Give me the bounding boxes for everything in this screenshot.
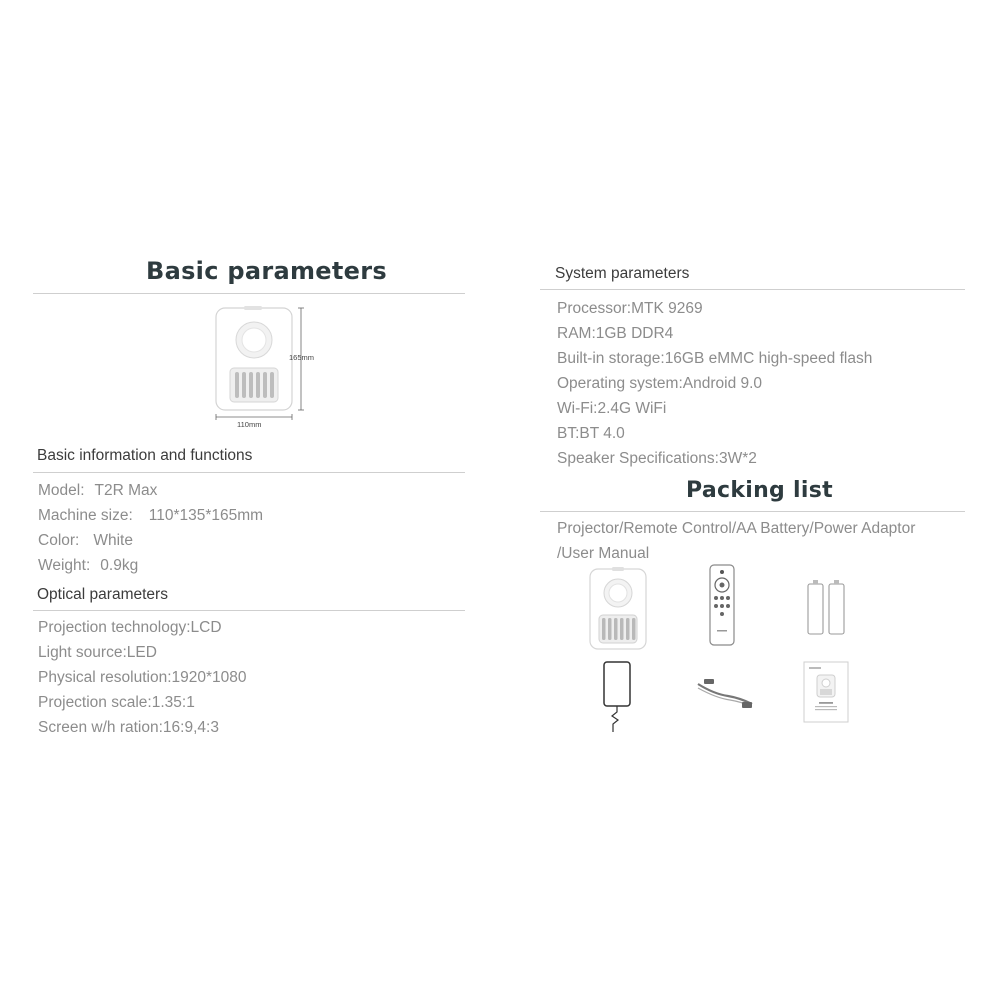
weight-label: Weight:	[38, 557, 91, 574]
optical-item: Projection technology:LCD	[38, 619, 222, 636]
aa-battery-image	[804, 578, 850, 636]
projector-dimension-drawing	[210, 306, 320, 430]
divider	[33, 472, 465, 473]
power-adaptor-image	[598, 660, 638, 734]
model-row	[38, 482, 157, 500]
width-dimension-label: 110mm	[237, 420, 262, 429]
weight-value: 0.9kg	[100, 557, 139, 574]
machine-size-row	[38, 507, 263, 525]
color-label: Color:	[38, 532, 80, 549]
user-manual-image	[803, 661, 849, 723]
optical-parameters-title: Optical parameters	[37, 586, 168, 603]
power-cable-image	[694, 674, 758, 712]
basic-info-title: Basic information and functions	[37, 447, 253, 464]
system-item: RAM:1GB DDR4	[557, 325, 674, 342]
optical-item: Physical resolution:1920*1080	[38, 669, 247, 686]
divider	[33, 293, 465, 294]
machine-size-label: Machine size:	[38, 507, 133, 524]
machine-size-value: 110*135*165mm	[148, 507, 264, 524]
weight-row	[38, 557, 138, 575]
system-item: Operating system:Android 9.0	[557, 375, 763, 392]
optical-item: Light source:LED	[38, 644, 157, 661]
packing-list-title: Packing list	[686, 478, 833, 503]
model-label: Model:	[38, 482, 85, 499]
system-item: BT:BT 4.0	[557, 425, 625, 442]
divider	[540, 289, 965, 290]
system-item: Processor:MTK 9269	[557, 300, 703, 317]
remote-control-image	[708, 563, 736, 647]
system-item: Wi-Fi:2.4G WiFi	[557, 400, 667, 417]
optical-item: Screen w/h ration:16:9,4:3	[38, 719, 219, 736]
optical-item: Projection scale:1.35:1	[38, 694, 195, 711]
color-row	[38, 532, 133, 550]
packing-line: /User Manual	[557, 545, 650, 562]
packing-line: Projector/Remote Control/AA Battery/Power Adaptor	[557, 520, 916, 537]
height-dimension-label: 165mm	[289, 353, 315, 362]
projector-image	[588, 567, 648, 651]
system-item: Speaker Specifications:3W*2	[557, 450, 757, 467]
system-item: Built-in storage:16GB eMMC high-speed flash	[557, 350, 873, 367]
model-value: T2R Max	[94, 482, 158, 499]
system-parameters-title: System parameters	[555, 265, 690, 282]
basic-parameters-title: Basic parameters	[146, 257, 387, 285]
color-value: White	[93, 532, 133, 549]
divider	[33, 610, 465, 611]
divider	[540, 511, 965, 512]
